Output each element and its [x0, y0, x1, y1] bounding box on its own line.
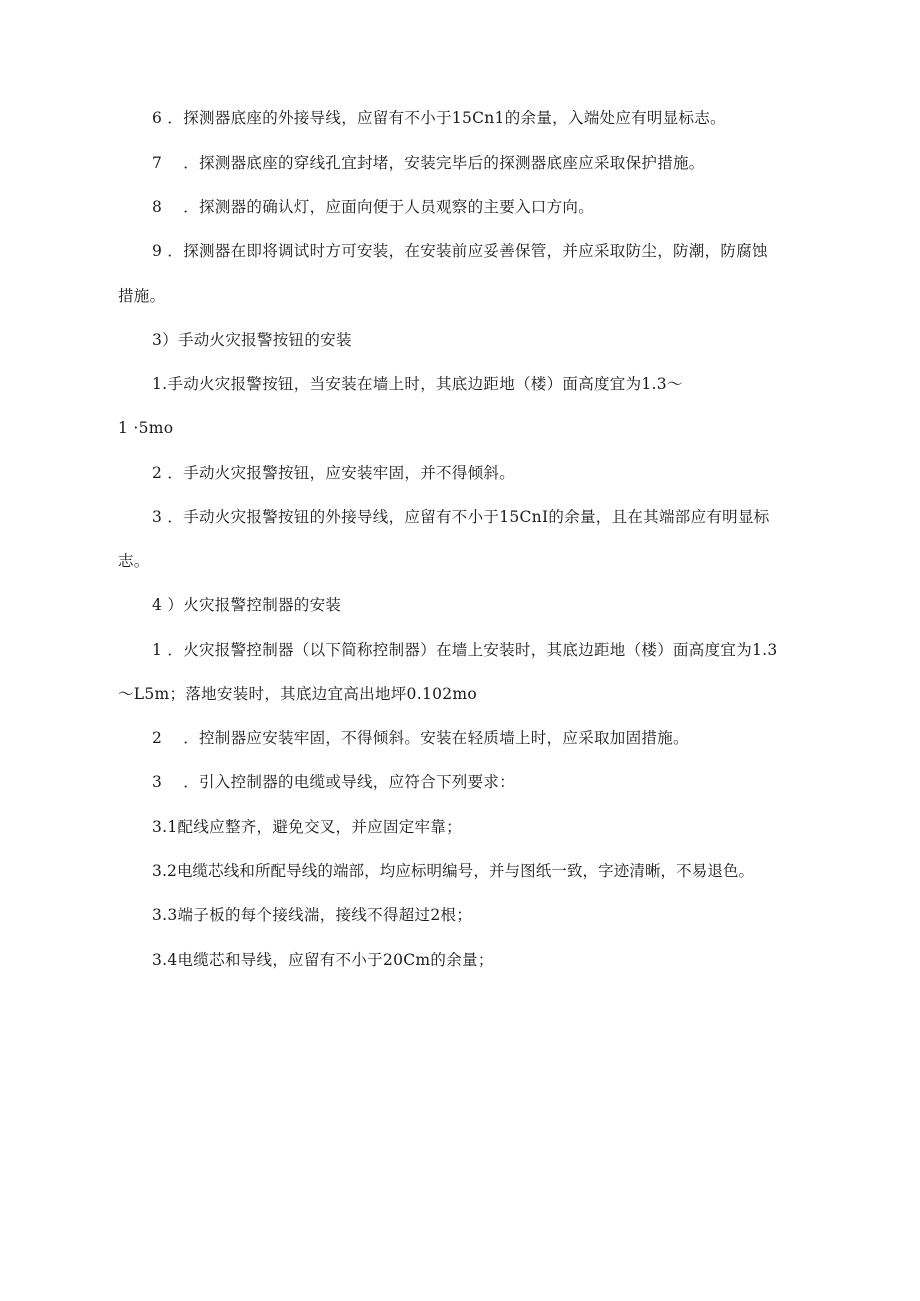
paragraph-item-7: 7 ．探测器底座的穿线孔宜封堵，安装完毕后的探测器底座应采取保护措施。	[152, 154, 705, 172]
paragraph-item-3-continuation: 志。	[118, 552, 150, 570]
sub-item-3-1: 3.1配线应整齐，避免交叉，并应固定牢靠；	[152, 818, 462, 836]
paragraph-item-6: 6 ．探测器底座的外接导线，应留有不小于15Cn1的余量，入端处应有明显标志。	[152, 109, 726, 127]
sub-item-3-3: 3.3端子板的每个接线湍，接线不得超过2根；	[152, 906, 473, 924]
paragraph-controller-item-1: 1 ．火灾报警控制器（以下简称控制器）在墙上安装时，其底边距地（楼）面高度宜为1.3	[152, 641, 778, 659]
section-heading-alarm-controller: 4 ）火灾报警控制器的安装	[152, 596, 342, 614]
paragraph-controller-item-3: 3 ．引入控制器的电缆或导线，应符合下列要求：	[152, 773, 515, 791]
paragraph-controller-item-2: 2 ．控制器应安装牢固，不得倾斜。安装在轻质墙上时，应采取加固措施。	[152, 729, 689, 747]
paragraph-item-3: 3 ．手动火灾报警按钮的外接导线，应留有不小于15CnI的余量，且在其端部应有明显标	[152, 508, 770, 526]
section-heading-manual-alarm-button: 3）手动火灾报警按钮的安装	[152, 331, 352, 349]
paragraph-controller-item-1-continuation: ～L5m；落地安装时，其底边宜高出地坪0.102mo	[118, 685, 478, 703]
paragraph-item-1-continuation: 1 ·5mo	[118, 419, 174, 437]
paragraph-item-1: 1.手动火灾报警按钮，当安装在墙上时，其底边距地（楼）面高度宜为1.3～	[152, 375, 683, 393]
sub-item-3-2: 3.2电缆芯线和所配导线的端部，均应标明编号，并与图纸一致，字迹清晰，不易退色。	[152, 862, 755, 880]
paragraph-item-9: 9 ．探测器在即将调试时方可安装，在安装前应妥善保管，并应采取防尘，防潮，防腐蚀	[152, 242, 768, 260]
sub-item-3-4: 3.4电缆芯和导线，应留有不小于20Cm的余量；	[152, 951, 494, 969]
paragraph-item-8: 8 ．探测器的确认灯，应面向便于人员观察的主要入口方向。	[152, 198, 594, 216]
paragraph-item-9-continuation: 措施。	[118, 287, 166, 305]
paragraph-item-2: 2 ．手动火灾报警按钮，应安装牢固，并不得倾斜。	[152, 464, 515, 482]
